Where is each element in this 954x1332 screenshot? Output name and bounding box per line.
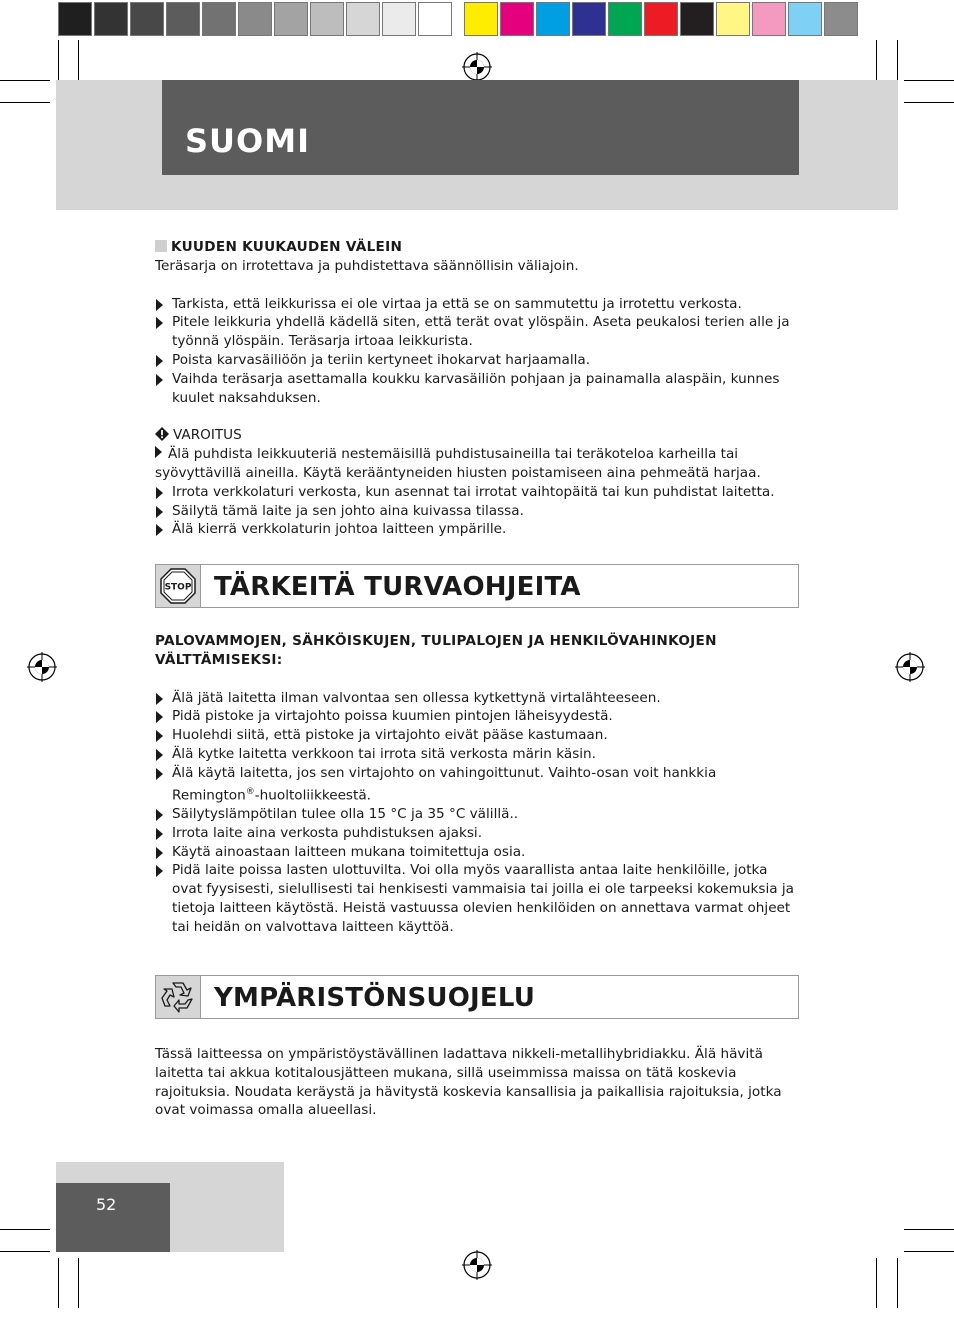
safety-subheading: PALOVAMMOJEN, SÄHKÖISKUJEN, TULIPALOJEN JA HENKILÖVAHINKOJEN VÄLTTÄMISEKSI: xyxy=(155,633,717,668)
list-item: Älä jätä laitetta ilman valvontaa sen ollessa kytkettynä virtalähteeseen. xyxy=(155,689,800,708)
crop-mark xyxy=(78,1258,79,1308)
color-swatch xyxy=(346,2,380,36)
color-swatch xyxy=(788,2,822,36)
recycle-icon xyxy=(160,979,196,1015)
list-item: Älä kierrä verkkolaturin johtoa laitteen ympärille. xyxy=(155,520,800,539)
crop-mark xyxy=(0,80,50,81)
list-item: Tarkista, että leikkurissa ei ole virtaa ja että se on sammutettu ja irrotettu verkosta. xyxy=(155,295,800,314)
stop-sign-icon xyxy=(160,568,196,604)
list-item: Poista karvasäiliöön ja teriin kertyneet ihokarvat harjaamalla. xyxy=(155,351,800,370)
square-bullet-icon xyxy=(155,240,167,252)
list-item: Käytä ainoastaan laitteen mukana toimitettuja osia. xyxy=(155,843,800,862)
color-swatch xyxy=(752,2,786,36)
list-item: Säilytyslämpötilan tulee olla 15 °C ja 35 °C välillä.. xyxy=(155,805,800,824)
environment-section-header xyxy=(155,975,799,1019)
crop-mark xyxy=(876,1258,877,1308)
page-number: 52 xyxy=(96,1195,117,1214)
color-swatch xyxy=(536,2,570,36)
color-calibration-bar xyxy=(58,2,860,38)
triangle-bullet-icon xyxy=(156,487,163,499)
color-swatch xyxy=(310,2,344,36)
registration-mark-icon xyxy=(895,652,925,682)
color-swatch xyxy=(58,2,92,36)
triangle-bullet-icon xyxy=(156,847,163,859)
triangle-bullet-icon xyxy=(156,828,163,840)
crop-mark xyxy=(904,1251,954,1252)
crop-mark xyxy=(904,102,954,103)
color-swatch xyxy=(572,2,606,36)
list-item: Irrota laite aina verkosta puhdistuksen ajaksi. xyxy=(155,824,800,843)
list-item: Irrota verkkolaturi verkosta, kun asennat tai irrotat vaihtopäitä tai kun puhdistat laitetta. xyxy=(155,483,800,502)
section-title: TÄRKEITÄ TURVAOHJEITA xyxy=(214,572,581,602)
list-item: Huolehdi siitä, että pistoke ja virtajohto eivät pääse kastumaan. xyxy=(155,726,800,745)
list-item: Pitele leikkuria yhdellä kädellä siten, että terät ovat ylöspäin. Aseta peukalosi terien alle ja työnnä ylöspäin. Teräsarja irtoaa leikkurista. xyxy=(155,313,800,351)
crop-mark xyxy=(897,1258,898,1308)
warning-label: VAROITUS xyxy=(155,426,800,445)
color-swatch xyxy=(274,2,308,36)
list-item: Vaihda teräsarja asettamalla koukku karvasäiliön pohjaan ja painamalla alaspäin, kunnes kuulet naksahduksen. xyxy=(155,370,800,408)
color-swatch xyxy=(824,2,858,36)
list-item: Pidä laite poissa lasten ulottuvilta. Voi olla myös vaarallista antaa laite henkilöille, jotka ovat fyysisesti, sielullisesti tai henkisesti vammaisia tai joilla ei ole tarpeeksi kokemuksia ja tietoja laitteen käytöstä. Heistä vastuussa olevien henkilöiden on annettava varmat ohjeet tai heidän on valvottava laitteen käyttöä. xyxy=(155,861,800,936)
triangle-bullet-icon xyxy=(156,506,163,518)
list-item: Säilytä tämä laite ja sen johto aina kuivassa tilassa. xyxy=(155,502,800,521)
intro-text: Teräsarja on irrotettava ja puhdistettava säännöllisin väliajoin. xyxy=(155,257,579,274)
triangle-bullet-icon xyxy=(156,749,163,761)
color-swatch xyxy=(716,2,750,36)
warning-first: Älä puhdista leikkuuteriä nestemäisillä puhdistusaineilla tai teräkoteloa karheilla tai syövyttävillä aineilla. Käytä kerääntyneiden hiusten poistamiseen aina pehmeätä harjaa. xyxy=(155,446,761,481)
section-subheading: KUUDEN KUUKAUDEN VÄLEIN xyxy=(155,238,800,257)
crop-mark xyxy=(897,40,898,80)
triangle-bullet-icon xyxy=(155,446,162,458)
list-item: Pidä pistoke ja virtajohto poissa kuumien pintojen läheisyydestä. xyxy=(155,707,800,726)
steps-list xyxy=(155,295,800,408)
six-months-section xyxy=(155,238,800,539)
page-title: SUOMI xyxy=(185,122,310,160)
swatch-gap xyxy=(454,2,464,38)
crop-mark xyxy=(0,1251,50,1252)
crop-mark xyxy=(78,40,79,80)
crop-mark xyxy=(904,1229,954,1230)
safety-section xyxy=(155,632,800,936)
color-swatch xyxy=(418,2,452,36)
crop-mark xyxy=(0,102,50,103)
safety-icon-cell xyxy=(156,565,201,607)
color-swatch xyxy=(500,2,534,36)
list-item: Älä käytä laitetta, jos sen virtajohto on vahingoittunut. Vaihto-osan voit hankkia Remington®-huoltoliikkeestä. xyxy=(155,764,800,805)
color-swatch xyxy=(202,2,236,36)
color-swatch xyxy=(464,2,498,36)
color-swatch xyxy=(644,2,678,36)
registration-mark-icon xyxy=(27,652,57,682)
triangle-bullet-icon xyxy=(156,711,163,723)
registration-mark-icon xyxy=(462,1250,492,1280)
crop-mark xyxy=(876,40,877,80)
stop-sign-label: STOP xyxy=(164,582,192,593)
triangle-bullet-icon xyxy=(156,374,163,386)
crop-mark xyxy=(58,40,59,80)
color-swatch xyxy=(608,2,642,36)
triangle-bullet-icon xyxy=(156,299,163,311)
environment-section xyxy=(155,1045,800,1120)
registration-mark-icon xyxy=(462,52,492,82)
triangle-bullet-icon xyxy=(156,730,163,742)
safety-list xyxy=(155,689,800,937)
warning-icon xyxy=(155,427,169,441)
color-swatch xyxy=(130,2,164,36)
crop-mark xyxy=(58,1258,59,1308)
color-swatch xyxy=(680,2,714,36)
crop-mark xyxy=(0,1229,50,1230)
triangle-bullet-icon xyxy=(156,693,163,705)
color-swatch xyxy=(94,2,128,36)
warning-list xyxy=(155,483,800,539)
triangle-bullet-icon xyxy=(156,809,163,821)
section-title: YMPÄRISTÖNSUOJELU xyxy=(214,983,536,1013)
triangle-bullet-icon xyxy=(156,865,163,877)
triangle-bullet-icon xyxy=(156,524,163,536)
triangle-bullet-icon xyxy=(156,768,163,780)
safety-section-header xyxy=(155,564,799,608)
color-swatch xyxy=(166,2,200,36)
environment-text: Tässä laitteessa on ympäristöystävällinen ladattava nikkeli-metallihybridiakku. Älä hävitä laitetta tai akkua kotitalousjätteen mukana, sillä useimmissa maissa on tätä koskevia rajoituksia. Noudata keräystä ja hävitystä koskevia kansallisia ja paikallisia rajoituksia, jotka ovat voimassa omalla alueellasi. xyxy=(155,1046,782,1119)
color-swatch xyxy=(382,2,416,36)
environment-icon-cell xyxy=(156,976,201,1018)
crop-mark xyxy=(904,80,954,81)
list-item: Älä kytke laitetta verkkoon tai irrota sitä verkosta märin käsin. xyxy=(155,745,800,764)
triangle-bullet-icon xyxy=(156,355,163,367)
footer-box xyxy=(56,1183,170,1252)
color-swatch xyxy=(238,2,272,36)
triangle-bullet-icon xyxy=(156,317,163,329)
